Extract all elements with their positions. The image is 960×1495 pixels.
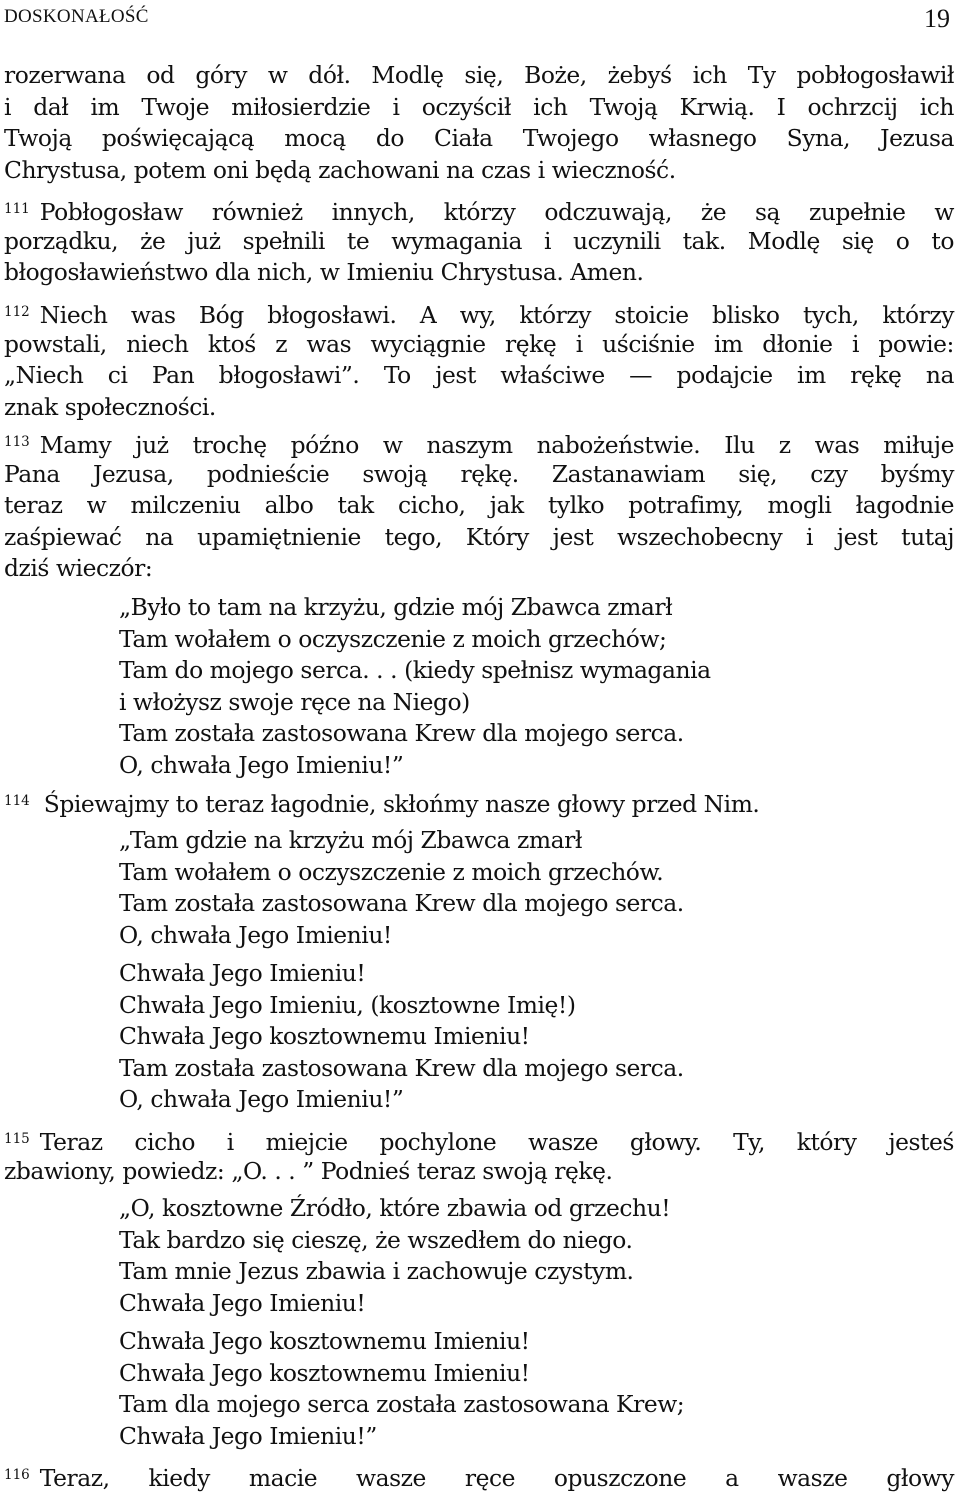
song-line: Chwała Jego Imieniu! xyxy=(119,959,366,987)
paragraph-number: 113 xyxy=(4,434,30,450)
paragraph-number: 115 xyxy=(4,1131,30,1147)
text-line: Chrystusa, potem oni będą zachowani na czas i wieczność. xyxy=(4,155,676,184)
song-verse-2a xyxy=(119,825,684,951)
song-line: Chwała Jego kosztownemu Imieniu! xyxy=(119,1327,530,1355)
song-line: O, chwała Jego Imieniu! xyxy=(119,920,392,949)
song-line: i włożysz swoje ręce na Niego) xyxy=(119,687,470,716)
paragraph-115 xyxy=(4,1124,954,1187)
text-line: Pana Jezusa, podnieście swoją rękę. Zastanawiam się, czy byśmy xyxy=(4,459,954,488)
page-header xyxy=(0,0,960,40)
text-line: rozerwana od góry w dół. Modlę się, Boże, żebyś ich Ty pobłogosławił xyxy=(4,61,954,89)
text-line: $^{116}$ Teraz, kiedy macie wasze ręce opuszczone a wasze głowy xyxy=(4,1464,954,1492)
song-line: Chwała Jego Imieniu! xyxy=(119,1288,366,1317)
paragraph-111 xyxy=(4,194,954,289)
song-line: O, chwała Jego Imieniu!” xyxy=(119,1085,404,1114)
song-verse-1 xyxy=(119,592,711,782)
song-line: Tam została zastosowana Krew dla mojego serca. xyxy=(119,1053,684,1082)
text-line: porządku, że już spełnili te wymagania i uczynili tak. Modlę się o to xyxy=(4,226,954,255)
song-line: Tam została zastosowana Krew dla mojego serca. xyxy=(119,719,684,748)
paragraph-116 xyxy=(4,1460,954,1492)
song-line: Chwała Jego kosztownemu Imieniu! xyxy=(119,1022,530,1051)
text-line: i dał im Twoje miłosierdzie i oczyścił ich Twoją Krwią. I ochrzcij ich xyxy=(4,92,954,121)
paragraph-112 xyxy=(4,297,954,423)
paragraph-number: 114 xyxy=(4,793,30,809)
text-line: powstali, niech ktoś z was wyciągnie rękę i uściśnie im dłonie i powie: xyxy=(4,329,954,358)
song-line: Tam została zastosowana Krew dla mojego serca. xyxy=(119,889,684,918)
intro-paragraph xyxy=(4,60,954,186)
song-line: Tam mnie Jezus zbawia i zachowuje czystym. xyxy=(119,1257,634,1286)
text-line: $^{113}$ Mamy już trochę późno w naszym nabożeństwie. Ilu z was miłuje xyxy=(4,431,954,459)
song-line: Tam wołałem o oczyszczenie z moich grzechów. xyxy=(119,857,664,886)
song-line: Tam wołałem o oczyszczenie z moich grzechów; xyxy=(119,624,667,653)
text-line: błogosławieństwo dla nich, w Imieniu Chrystusa. Amen. xyxy=(4,258,644,287)
song-verse-3b xyxy=(119,1326,684,1452)
song-line: Chwała Jego kosztownemu Imieniu! xyxy=(119,1358,530,1387)
song-line: Tam dla mojego serca została zastosowana Krew; xyxy=(119,1390,685,1419)
text-line: $^{115}$ Teraz cicho i miejcie pochylone wasze głowy. Ty, który jesteś xyxy=(4,1128,954,1156)
song-line: Tam do mojego serca. . . (kiedy spełnisz wymagania xyxy=(119,656,711,685)
paragraph-114 xyxy=(4,786,954,818)
text-line: zbawiony, powiedz: „O. . . ” Podnieś teraz swoją rękę. xyxy=(4,1156,613,1185)
text-line: „Niech ci Pan błogosławi”. To jest właściwe — podajcie im rękę na xyxy=(4,361,954,390)
song-verse-2b xyxy=(119,958,684,1116)
song-line: „O, kosztowne Źródło, które zbawia od grzechu! xyxy=(119,1194,671,1222)
song-line: Tak bardzo się cieszę, że wszedłem do niego. xyxy=(119,1225,633,1254)
paragraph-113 xyxy=(4,427,954,585)
text-line: $^{111}$ Pobłogosław również innych, którzy odczuwają, że są zupełnie w xyxy=(4,198,954,226)
song-line: Chwała Jego Imieniu!” xyxy=(119,1421,377,1450)
paragraph-number: 111 xyxy=(4,201,30,217)
text-line: $^{112}$ Niech was Bóg błogosławi. A wy, którzy stoicie blisko tych, którzy xyxy=(4,301,954,329)
text-line: znak społeczności. xyxy=(4,392,216,421)
text-line: Twoją poświęcającą mocą do Ciała Twojego własnego Syna, Jezusa xyxy=(4,124,954,153)
song-line: Chwała Jego Imieniu, (kosztowne Imię!) xyxy=(119,990,576,1019)
song-verse-3a xyxy=(119,1193,670,1319)
page-number: 19 xyxy=(924,4,950,33)
song-line: O, chwała Jego Imieniu!” xyxy=(119,750,404,779)
text-line: zaśpiewać na upamiętnienie tego, Który jest wszechobecny i jest tutaj xyxy=(4,522,954,551)
text-line: dziś wieczór: xyxy=(4,554,153,583)
running-head: DOSKONAŁOŚĆ xyxy=(4,6,149,27)
text-line: teraz w milczeniu albo tak cicho, jak tylko potrafimy, mogli łagodnie xyxy=(4,491,954,520)
song-line: „Tam gdzie na krzyżu mój Zbawca zmarł xyxy=(119,826,583,854)
text-line: $^{114}$ Śpiewajmy to teraz łagodnie, skłońmy nasze głowy przed Nim. xyxy=(4,790,760,818)
song-line: „Było to tam na krzyżu, gdzie mój Zbawca zmarł xyxy=(119,593,673,621)
paragraph-number: 116 xyxy=(4,1467,30,1483)
paragraph-number: 112 xyxy=(4,304,30,320)
